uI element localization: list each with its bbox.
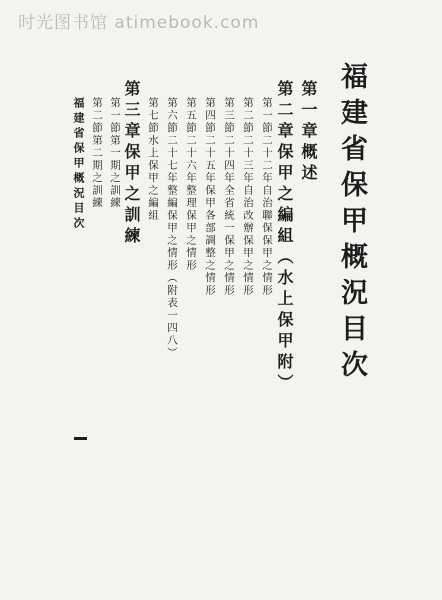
chapter-1-title: 概述 [299, 143, 318, 185]
section-2-6 [165, 97, 179, 360]
chapter-3 [123, 80, 139, 248]
section-2-4-num: 第四節 [204, 97, 216, 135]
page-title-text: 福建省保甲概況目次 [336, 62, 367, 386]
section-2-4 [203, 97, 217, 297]
watermark: 时光图书馆 atimebook.com [18, 13, 260, 33]
section-2-6-num: 第六節 [166, 97, 178, 135]
section-2-7-text: 水上保甲之編組 [147, 134, 159, 222]
section-3-1-text: 第一期之訓練 [109, 134, 121, 210]
section-2-7 [146, 97, 160, 222]
section-2-4-text: 二十五年保甲各部調整之情形 [204, 134, 216, 297]
section-2-1 [260, 97, 274, 297]
chapter-3-num: 第三章 [122, 80, 141, 143]
footer-title-text: 福建省保甲概況目次 [72, 97, 85, 232]
section-2-7-num: 第七節 [147, 97, 159, 135]
chapter-3-title: 保甲之訓練 [122, 143, 141, 248]
section-2-2-num: 第二節 [242, 97, 254, 135]
page-title [338, 62, 365, 386]
section-2-3 [222, 97, 236, 297]
section-2-6-text: 二十七年整編保甲之情形（附表一四八） [166, 134, 178, 360]
section-2-3-num: 第三節 [223, 97, 235, 135]
chapter-2-title: 保甲之編組（水上保甲附） [275, 143, 294, 395]
chapter-1-num: 第一章 [299, 80, 318, 143]
chapter-2-num: 第二章 [275, 80, 294, 143]
section-3-2-num: 第二節 [91, 97, 103, 135]
page-number [74, 437, 87, 440]
section-3-1 [108, 97, 122, 210]
section-3-2 [90, 97, 104, 210]
section-2-5 [184, 97, 198, 272]
section-3-1-num: 第一節 [109, 97, 121, 135]
section-2-1-text: 二十二年自治聯保保甲之情形 [261, 134, 273, 297]
section-2-2-text: 二十三年自治改辦保甲之情形 [242, 134, 254, 297]
section-2-2 [241, 97, 255, 297]
section-2-1-num: 第一節 [261, 97, 273, 135]
section-2-5-num: 第五節 [185, 97, 197, 135]
section-3-2-text: 第二期之訓練 [91, 134, 103, 210]
chapter-1 [300, 80, 316, 185]
section-2-5-text: 二十六年整理保甲之情形 [185, 134, 197, 272]
chapter-2 [276, 80, 292, 395]
footer-title [73, 97, 84, 232]
section-2-3-text: 二十四年全省統一保甲之情形 [223, 134, 235, 297]
